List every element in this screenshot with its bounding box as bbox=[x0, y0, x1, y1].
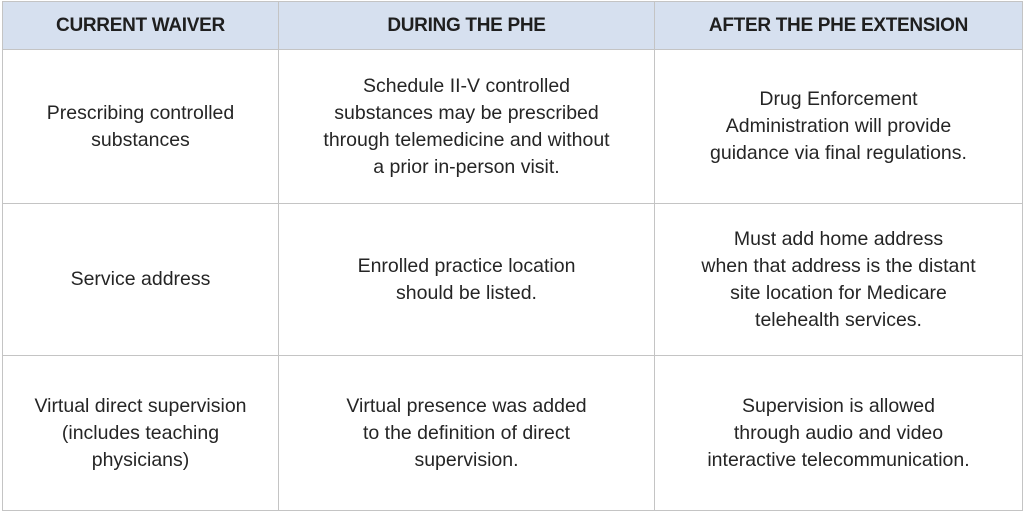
cell-during-phe bbox=[279, 50, 655, 204]
cell-text: Supervision is allowed through audio and video interactive telecommunication. bbox=[707, 394, 970, 471]
cell-during-phe bbox=[279, 204, 655, 356]
cell-text: Enrolled practice location should be listed. bbox=[357, 254, 576, 304]
cell-during-phe bbox=[279, 356, 655, 511]
table-header bbox=[3, 2, 1023, 50]
cell-current-waiver bbox=[3, 204, 279, 356]
header-during-phe: DURING THE PHE bbox=[279, 2, 655, 50]
cell-text: Virtual direct supervision (includes teaching physicians) bbox=[34, 394, 247, 471]
header-after-phe-extension: AFTER THE PHE EXTENSION bbox=[655, 2, 1023, 50]
cell-current-waiver bbox=[3, 356, 279, 511]
cell-text: Must add home address when that address is the distant site location for Medicare telehealth services. bbox=[701, 227, 976, 331]
table-row bbox=[3, 356, 1023, 511]
table-row bbox=[3, 50, 1023, 204]
cell-text: Schedule II-V controlled substances may be prescribed through telemedicine and without a prior in-person visit. bbox=[323, 74, 610, 178]
cell-text: Drug Enforcement Administration will provide guidance via final regulations. bbox=[710, 88, 967, 164]
cell-after-phe-extension bbox=[655, 356, 1023, 511]
waiver-comparison-table bbox=[2, 1, 1023, 511]
cell-text: Virtual presence was added to the definition of direct supervision. bbox=[346, 394, 587, 471]
cell-after-phe-extension bbox=[655, 204, 1023, 356]
cell-current-waiver bbox=[3, 50, 279, 204]
cell-after-phe-extension bbox=[655, 50, 1023, 204]
cell-text: Service address bbox=[70, 268, 211, 290]
table-body bbox=[3, 50, 1023, 511]
table-row bbox=[3, 204, 1023, 356]
header-current-waiver: CURRENT WAIVER bbox=[3, 2, 279, 50]
cell-text: Prescribing controlled substances bbox=[46, 101, 235, 151]
header-row bbox=[3, 2, 1023, 50]
